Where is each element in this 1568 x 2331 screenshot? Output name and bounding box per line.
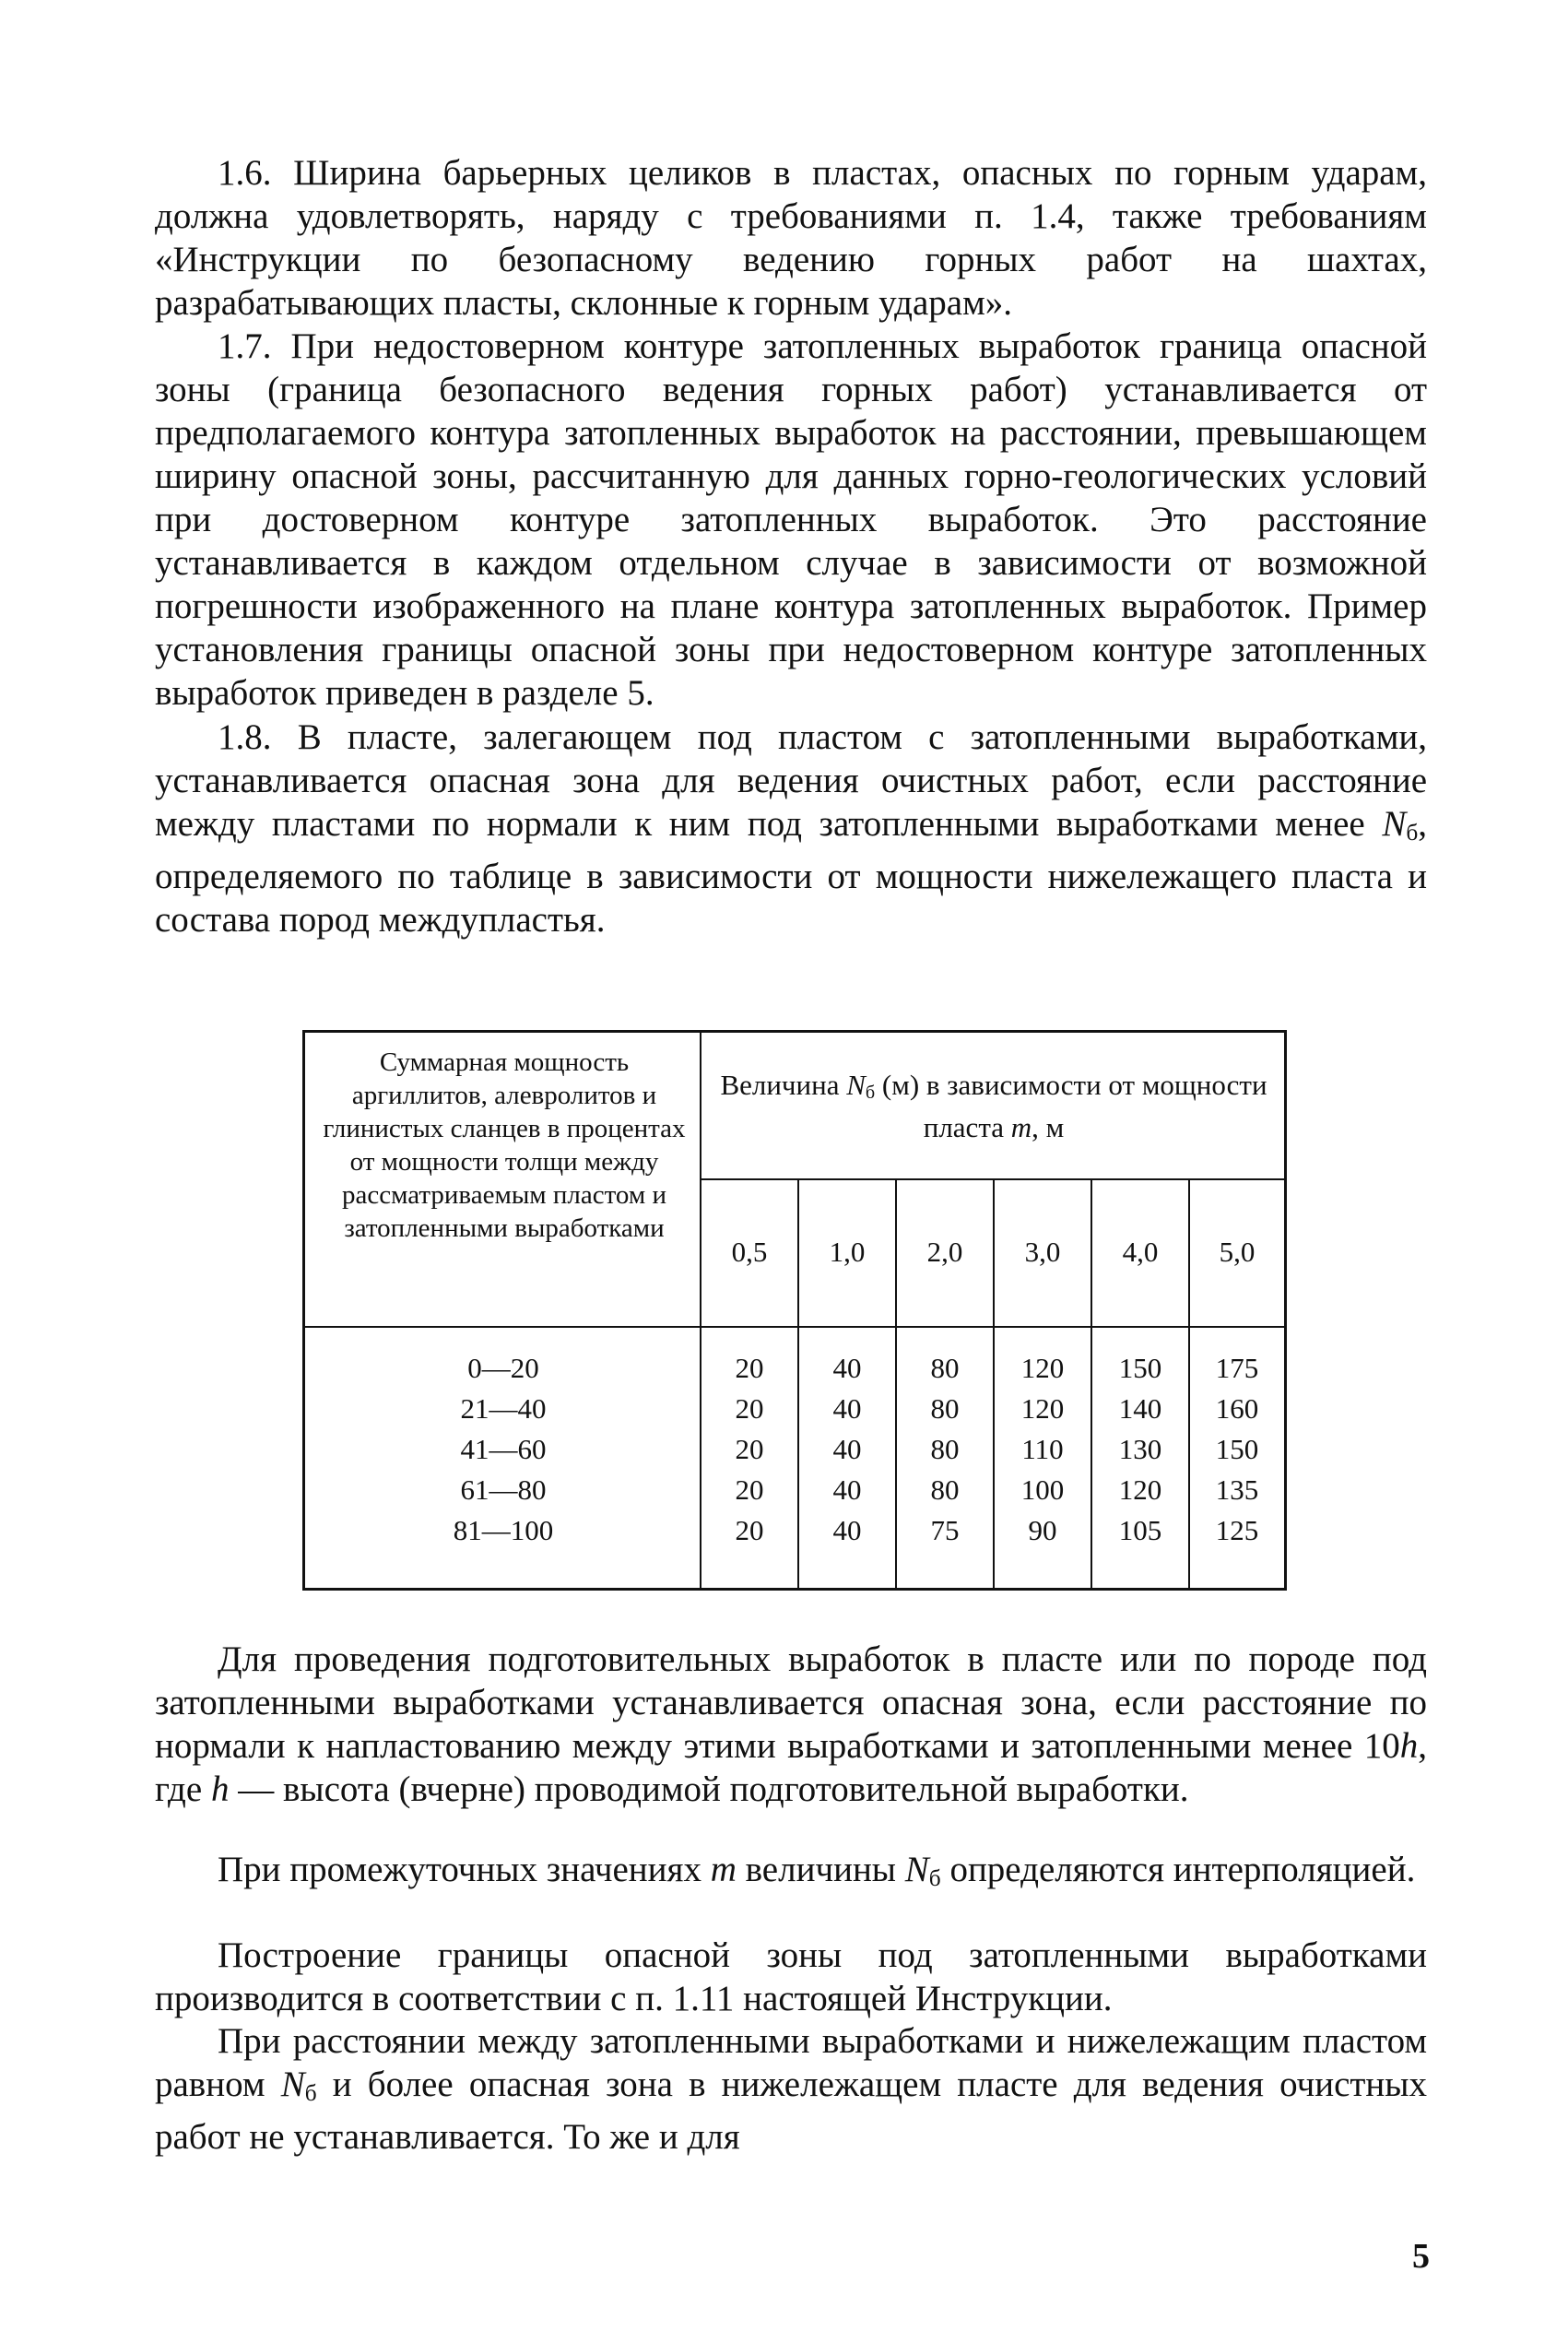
paragraph-preparatory-text-b: , где (155, 1726, 1427, 1809)
table-cell: 130 (1118, 1433, 1162, 1465)
paragraph-1-7: 1.7. При недостоверном контуре затопленных выработок граница опасной зоны (граница безопасного ведения горных работ) устанавливается от предполагаемого контура затопленных выработок на расстоянии, превышающем ширину опасной зоны, рассчитанную для данных горно-геологических условий при достоверном контуре затопленных выработок. Это расстояние устанавливается в каждом отдельном случае в зависимости от возможной погрешности изображенного на плане контура затопленных выработок. Пример установления границы опасной зоны при недостоверном контуре затопленных выработок приведен в разделе 5. (155, 326, 1427, 713)
value-column (995, 1348, 1091, 1551)
table-cell: 90 (1028, 1514, 1057, 1546)
row-label: 21—40 (460, 1392, 547, 1425)
paragraph-interpolation-text-b: величины (736, 1850, 905, 1889)
row-label: 61—80 (460, 1473, 547, 1506)
table-cell: 40 (832, 1473, 862, 1506)
table-cell: 150 (1215, 1433, 1259, 1465)
table-cell: 20 (735, 1433, 764, 1465)
table-left-header: Суммарная мощность аргиллитов, алевролитов и глинистых сланцев в процентах от мощности толщи между рассматриваемым пластом и затопленными выработками (323, 1047, 686, 1243)
symbol-m: m (1010, 1111, 1032, 1144)
top-header-text-a: Величина (720, 1069, 847, 1101)
paragraph-1-8 (155, 716, 1427, 941)
m-value-header: 3,0 (1024, 1236, 1061, 1268)
table-cell: 175 (1215, 1352, 1259, 1384)
m-value-header: 5,0 (1219, 1236, 1256, 1268)
table-divider (305, 1326, 1284, 1328)
table-cell: 20 (735, 1514, 764, 1546)
distance-table (302, 1030, 1287, 1591)
paragraph-1-6: 1.6. Ширина барьерных целиков в пластах, опасных по горным ударам, должна удовлетворять, наряду с требованиями п. 1.4, также требованиям «Инструкции по безопасному ведению горных работ на шахтах, разрабатывающих пласты, склонные к горным ударам». (155, 153, 1427, 323)
paragraph-preparatory (155, 1638, 1427, 1811)
paragraph-interpolation-text-a: При промежуточных значениях (218, 1850, 711, 1889)
row-labels (305, 1348, 701, 1551)
top-header-text-c: , м (1032, 1111, 1065, 1144)
table-cell: 105 (1118, 1514, 1162, 1546)
table-cell: 120 (1020, 1392, 1065, 1425)
paragraph-boundary: Построение границы опасной зоны под затопленными выработками производится в соответствии с п. 1.11 настоящей Инструкции. (155, 1935, 1427, 2018)
symbol-n-subscript: б (865, 1083, 876, 1104)
symbol-n-subscript: б (304, 2080, 317, 2107)
symbol-n: N (1382, 804, 1407, 844)
table-divider (700, 1178, 1284, 1180)
table-cell: 40 (832, 1352, 862, 1384)
table-cell: 40 (832, 1514, 862, 1546)
table-cell: 150 (1118, 1352, 1162, 1384)
table-cell: 160 (1215, 1392, 1259, 1425)
table-cell: 120 (1020, 1352, 1065, 1384)
paragraph-1-8-text-b: , определяемого по таблице в зависимости от мощности нижележащего пласта и состава пород междупластья. (155, 804, 1427, 941)
row-label: 41—60 (460, 1433, 547, 1465)
top-header-text-b: (м) в зависимости от мощности пласта (875, 1069, 1267, 1144)
table-cell: 80 (930, 1352, 960, 1384)
table-cell: 75 (930, 1514, 960, 1546)
table-cell: 110 (1021, 1433, 1064, 1465)
paragraph-interpolation-text-c: определяются интерполяцией. (940, 1850, 1416, 1889)
table-cell: 20 (735, 1352, 764, 1384)
table-cell: 80 (930, 1473, 960, 1506)
table-cell: 80 (930, 1392, 960, 1425)
paragraph-preparatory-text-a: Для проведения подготовительных выработок в пласте или по породе под затопленными выработками устанавливается опасная зона, если расстояние по нормали к напластованию между этими выработками и затопленными менее 10 (155, 1639, 1427, 1766)
paragraph-distance (155, 2019, 1427, 2159)
m-value-header: 1,0 (829, 1236, 866, 1268)
page-number: 5 (1412, 2237, 1430, 2276)
m-value-header: 0,5 (731, 1236, 768, 1268)
value-column (701, 1348, 797, 1551)
value-column (799, 1348, 895, 1551)
symbol-h: h (1399, 1726, 1419, 1766)
m-value-header: 2,0 (926, 1236, 963, 1268)
symbol-n: N (904, 1850, 929, 1889)
table-cell: 135 (1215, 1473, 1259, 1506)
symbol-n-subscript: б (928, 1865, 941, 1892)
table-cell: 40 (832, 1392, 862, 1425)
value-column (1092, 1348, 1188, 1551)
symbol-n: N (280, 2065, 305, 2104)
paragraph-distance-text-a: При расстоянии между затопленными выработками и нижележащим пластом равном (155, 2021, 1427, 2104)
table-cell: 125 (1215, 1514, 1259, 1546)
paragraph-interpolation (155, 1848, 1427, 1900)
table-cell: 20 (735, 1473, 764, 1506)
table-cell: 40 (832, 1433, 862, 1465)
symbol-m: m (710, 1850, 737, 1889)
paragraph-distance-text-b: и более опасная зона в нижележащем пласте для ведения очистных работ не устанавливается. То же и для (155, 2065, 1427, 2158)
table-cell: 120 (1118, 1473, 1162, 1506)
table-cell: 140 (1118, 1392, 1162, 1425)
table-top-header (703, 1068, 1284, 1145)
table-cell: 100 (1020, 1473, 1065, 1506)
paragraph-1-8-text-a: 1.8. В пласте, залегающем под пластом с затопленными выработками, устанавливается опасная зона для ведения очистных работ, если расстояние между пластами по нормали к ним под затопленными выработками менее (155, 717, 1427, 844)
value-column (1190, 1348, 1284, 1551)
paragraph-preparatory-text-c: — высота (вчерне) проводимой подготовительной выработки. (229, 1769, 1189, 1809)
row-label: 0—20 (467, 1352, 539, 1384)
m-value-header: 4,0 (1122, 1236, 1159, 1268)
value-column (897, 1348, 993, 1551)
table-cell: 20 (735, 1392, 764, 1425)
symbol-n: N (846, 1069, 866, 1101)
table-cell: 80 (930, 1433, 960, 1465)
symbol-n-subscript: б (1406, 820, 1419, 846)
row-label: 81—100 (453, 1514, 554, 1546)
symbol-h: h (210, 1769, 230, 1809)
